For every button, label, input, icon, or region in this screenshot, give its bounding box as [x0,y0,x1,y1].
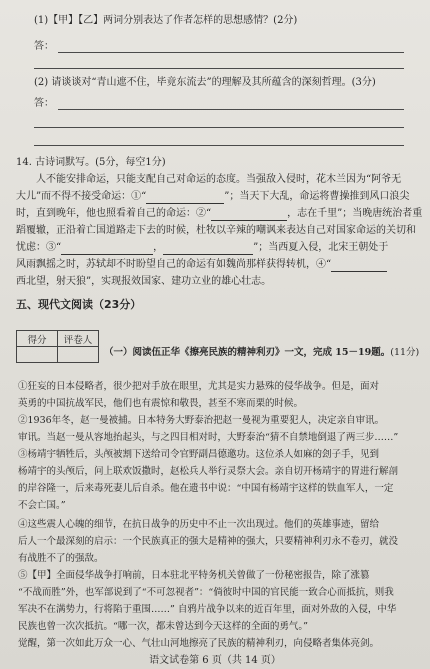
q14-text-line [16,258,387,272]
q14-text-line: 蹈覆辙，正沿着亡国道路走下去的时候，杜牧以辛辣的嘲讽来表达自己对国家命运的关切和 [16,225,416,236]
answer-line[interactable] [34,145,404,146]
fill-blank-3a[interactable] [61,241,153,255]
question-2-1: (1)【甲】【乙】两词分别表达了作者怎样的思想感情？(2分) [34,15,298,26]
paragraph-line: 有战胜不了的强敌。 [18,553,104,564]
paragraph-line: 后人一个最深刻的启示：一个民族真正的强大是精神的强大，只要精神利刃永不卷刃，就没 [18,536,399,547]
paragraph-line: 觉醒，第一次如此万众一心、气壮山河地擦亮了民族的精神利刃，向侵略者集体亮剑。 [18,638,380,649]
section-5-heading: 五、现代文阅读（23分） [16,298,142,311]
q14-text: 大儿”而不得不接受命运：①“ [16,191,147,202]
paragraph-line: 不会亡国。” [18,500,66,511]
q14-text: ”；当西夏入侵，北宋王朝处于 [253,242,389,253]
page-footer: 语文试卷第 6 页（共 14 页） [149,655,281,666]
answer-line[interactable] [58,109,404,110]
q14-text-line [16,207,422,221]
q14-text: ”；当天下大乱，命运将曹操推到风口浪尖 [224,191,410,202]
score-cell[interactable] [17,347,58,363]
q14-text: 风雨飘摇之时，苏轼却不时盼望自己的命运有如魏尚那样获得转机，④“ [16,259,332,270]
q14-text: ， [153,242,164,253]
paragraph-line: ③杨靖宇牺牲后，头颅被割下送给司令官野副昌德邀功。这位杀人如麻的刽子手，见到 [18,449,380,460]
grader-cell[interactable] [58,347,99,363]
paragraph-line: 的岸谷隆一，后来毒死妻儿后自杀。他在遗书中说：“中国有杨靖宇这样的铁血军人，一定 [18,483,394,494]
paragraph-line: ④这些震人心魄的细节，在抗日战争的历史中不止一次出现过。他们的英雄事迹，留给 [18,519,380,530]
answer-label-1: 答： [34,41,54,52]
paragraph-line: 英勇的中国抗战军民，他们也有震惊和敬畏，甚至不寒而栗的时候。 [18,398,304,409]
part-1-title: （一）阅读伍正华《擦亮民族的精神利刃》一文，完成 15－19题。 [104,347,391,358]
q14-text: 忧虑：③“ [16,242,62,253]
question-14-title: 14. 古诗词默写。(5分，每空1分) [16,157,166,168]
q14-text-line: 西北望，射天狼”，实现报效国家、建功立业的雄心壮志。 [16,276,272,287]
answer-line[interactable] [34,68,404,69]
paragraph-line: 民族也曾一次次抵抗。“哪一次，都未曾达到今天这样的全面的勇气。” [18,621,308,632]
score-table [16,330,99,363]
paragraph-line: 军决不在满势力，行将陷于重围……” 自鸦片战争以来的近百年里，面对外敌的入侵，中华 [18,604,397,615]
grader-header: 评卷人 [58,331,99,347]
question-2-2: (2) 请谈谈对“青山遮不住，毕竟东流去”的理解及其所蕴含的深刻哲理。(3分) [34,77,376,88]
paragraph-line: 审讯。当赵一曼从容地抬起头，与之四目相对时，大野泰治“猜不自禁地倒退了两三步……” [18,432,399,443]
q14-text-line: 人不能安排命运，只能支配自己对命运的态度。当强敌入侵时，花木兰因为“阿爷无 [36,174,402,185]
fill-blank-4[interactable] [331,258,387,272]
paragraph-line: ①狂妄的日本侵略者，很少把对手放在眼里，尤其是实力悬殊的侵华战争。但是，面对 [18,381,380,392]
q14-text: ，志在千里”；当晚唐统治者重 [287,208,423,219]
paragraph-line: “不战而胜”外，也军部说到了“不可忽视者”：“倘彼时中国的官民能一致合心而抵抗，则我 [18,587,394,598]
part-1-score: (11分) [390,347,420,358]
paragraph-line: ②1936年冬，赵一曼被捕。日本特务大野泰治把赵一曼视为重要犯人，决定亲自审讯。 [18,415,385,426]
q14-text-line [16,241,388,255]
paragraph-line: ⑤【甲】全面侵华战争打响前，日本驻北平特务机关曾做了一份秘密报告，除了涨篡 [18,570,370,581]
part-1-heading [104,346,419,359]
answer-line[interactable] [58,52,404,53]
paragraph-line: 杨靖宇的头颅后，问上联欢饭撒时，赵松兵人举行灵祭大会。亲自切开杨靖宇的胃进行解剖 [18,466,399,477]
answer-line[interactable] [34,127,404,128]
q14-text-line [16,190,409,204]
q14-text: 时，直到晚年，他也照看着自己的命运：②“ [16,208,212,219]
fill-blank-2[interactable] [211,207,287,221]
score-header: 得分 [17,331,58,347]
answer-label-2: 答： [34,98,54,109]
fill-blank-3b[interactable] [163,241,253,255]
fill-blank-1[interactable] [146,190,224,204]
